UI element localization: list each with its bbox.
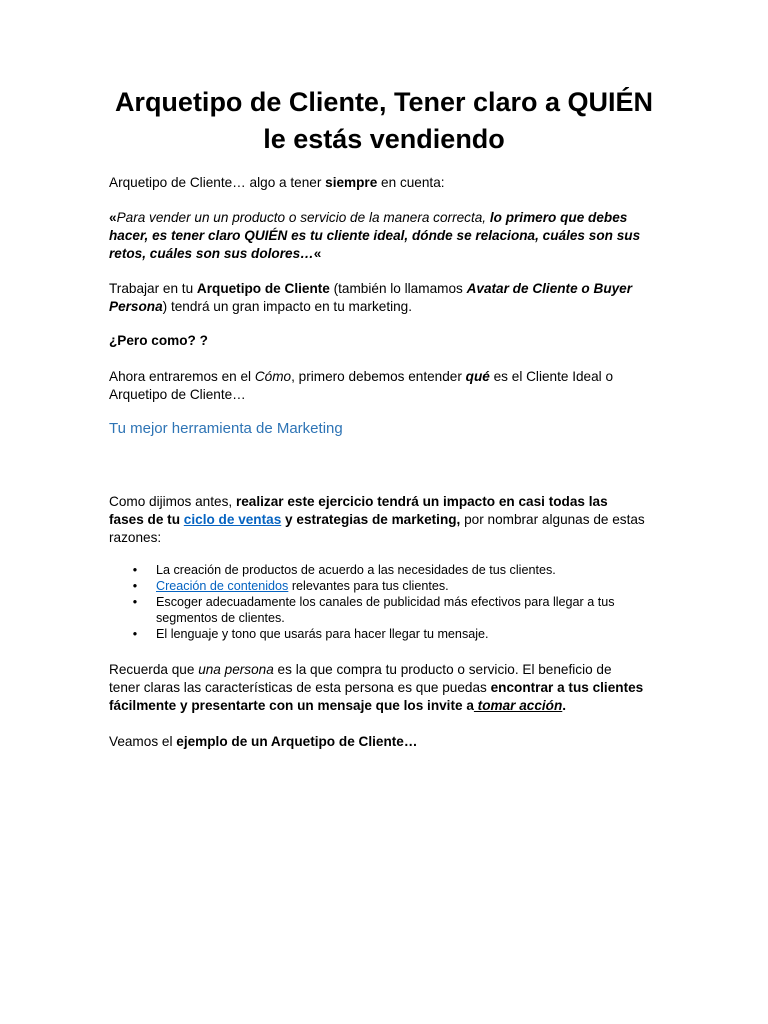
bold-run: fácilmente y presentarte con un mensaje que los invite a: [109, 698, 474, 713]
intro-emphasis: siempre: [325, 175, 378, 190]
list-item: [130, 578, 650, 594]
persona-line-3: [109, 697, 665, 715]
persona-line-1: [109, 661, 665, 679]
list-item: [130, 626, 650, 642]
page-title: [60, 84, 708, 158]
quote-line-3: [109, 245, 665, 263]
quote-close-mark: «: [313, 246, 322, 261]
text-run: (también lo llamamos: [329, 281, 467, 296]
closing-text: Veamos el: [109, 734, 177, 749]
list-item-text: relevantes para tus clientes.: [288, 579, 449, 593]
quote-open-mark: «: [109, 210, 117, 225]
tomar-accion-link[interactable]: tomar acción: [473, 698, 563, 713]
ciclo-de-ventas-link[interactable]: ciclo de ventas: [183, 512, 282, 527]
persona-line-2: [109, 679, 665, 697]
list-item: [130, 594, 650, 626]
text-run: Ahora entraremos en el: [109, 369, 255, 384]
ejercicio-line-1: [109, 493, 665, 511]
quote-bold-italic-3: retos, cuáles son sus dolores…: [109, 246, 314, 261]
bold-run: encontrar a tus clientes: [490, 680, 644, 695]
como-paragraph: [109, 368, 665, 404]
como-line-2: Arquetipo de Cliente…: [109, 387, 246, 402]
quote-italic: Para vender un un producto o servicio de la manera correcta,: [116, 210, 490, 225]
list-item-text: La creación de productos de acuerdo a las necesidades de tus clientes.: [156, 563, 556, 577]
arquetipo-paragraph: [109, 280, 665, 316]
title-line-2: le estás vendiendo: [263, 124, 505, 154]
text-run: tener claras las características de esta persona es que puedas: [109, 680, 491, 695]
title-line-1: Arquetipo de Cliente, Tener claro a QUIÉN: [114, 87, 654, 117]
section-heading: Tu mejor herramienta de Marketing: [109, 420, 343, 437]
list-item-text: segmentos de clientes.: [156, 611, 285, 625]
ejercicio-line-2: [109, 511, 665, 529]
bullet-icon: •: [132, 595, 138, 609]
quote-bold-italic-2: hacer, es tener claro QUIÉN es tu cliente ideal, dónde se relaciona, cuáles son sus: [109, 228, 641, 243]
text-run: Recuerda que: [109, 662, 199, 677]
bold-run: fases de tu: [109, 512, 184, 527]
text-run: Trabajar en tu: [109, 281, 197, 296]
intro-text-end: en cuenta:: [377, 175, 445, 190]
bullet-icon: •: [132, 579, 138, 593]
bold-run: realizar este ejercicio tendrá un impacto en casi todas las: [235, 494, 608, 509]
persona-paragraph: [109, 661, 665, 715]
bullet-icon: •: [132, 563, 138, 577]
bullet-icon: •: [132, 627, 138, 641]
ejercicio-paragraph: [109, 493, 665, 547]
intro-paragraph: [109, 174, 665, 192]
text-run: Como dijimos antes,: [109, 494, 236, 509]
bold-italic-run: Persona: [109, 299, 163, 314]
closing-emphasis: ejemplo de un Arquetipo de Cliente…: [176, 734, 418, 749]
bold-run: y estrategias de marketing,: [281, 512, 461, 527]
text-run: es el Cliente Ideal o: [489, 369, 614, 384]
bold-italic-run: Avatar de Cliente o Buyer: [466, 281, 633, 296]
italic-run: una persona: [198, 662, 274, 677]
creacion-de-contenidos-link[interactable]: Creación de contenidos: [156, 579, 289, 593]
ejercicio-line-3: razones:: [109, 530, 162, 545]
bold-run: .: [562, 698, 567, 713]
quote-paragraph: [109, 209, 665, 263]
text-run: por nombrar algunas de estas: [460, 512, 645, 527]
reasons-list: [130, 562, 650, 642]
question-paragraph: [109, 332, 665, 350]
quote-line-2: [109, 227, 665, 245]
closing-paragraph: [109, 733, 665, 751]
text-run: ) tendrá un gran impacto en tu marketing.: [162, 299, 413, 314]
text-run: es la que compra tu producto o servicio. El beneficio de: [273, 662, 612, 677]
intro-text: Arquetipo de Cliente… algo a tener: [109, 175, 326, 190]
quote-line-1: [109, 209, 665, 227]
text-run: , primero debemos entender: [291, 369, 466, 384]
italic-run: Cómo: [254, 369, 292, 384]
quote-bold-italic: lo primero que debes: [489, 210, 628, 225]
como-line-1: [109, 368, 665, 386]
bold-italic-run: qué: [465, 369, 490, 384]
question-text: ¿Pero como? ?: [109, 333, 208, 348]
list-item-text: Escoger adecuadamente los canales de publicidad más efectivos para llegar a tus: [156, 595, 615, 609]
bold-run: Arquetipo de Cliente: [196, 281, 330, 296]
list-item-text: El lenguaje y tono que usarás para hacer llegar tu mensaje.: [156, 627, 489, 641]
arquetipo-line-2: [109, 298, 665, 316]
arquetipo-line-1: [109, 280, 665, 298]
list-item: [130, 562, 650, 578]
